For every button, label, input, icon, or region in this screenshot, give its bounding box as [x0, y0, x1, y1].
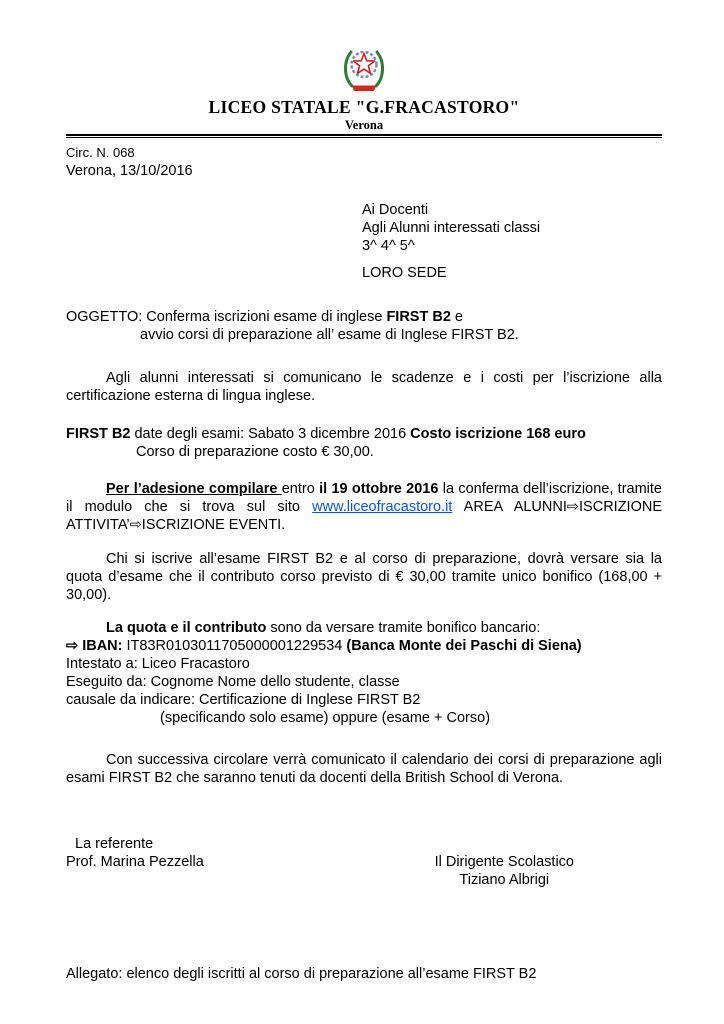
adesione-text-1: entro	[281, 481, 320, 497]
exam-cost: Costo iscrizione 168 euro	[410, 426, 586, 442]
letterhead	[66, 44, 662, 138]
header-divider	[66, 134, 662, 138]
subject-line-2: avvio corsi di preparazione all’ esame di Inglese FIRST B2.	[140, 327, 519, 343]
exam-name: FIRST B2	[66, 426, 131, 442]
quota-paragraph	[66, 619, 662, 637]
circular-number: Circ. N. 068	[66, 145, 135, 160]
subject-prefix: OGGETTO: Conferma iscrizioni esame di inglese	[66, 309, 387, 325]
exam-dates-text: date degli esami: Sabato 3 dicembre 2016	[130, 426, 411, 442]
causale-line: causale da indicare: Certificazione di Inglese FIRST B2	[66, 692, 421, 708]
website-link[interactable]: www.liceofracastoro.it	[312, 499, 453, 515]
iban-label: IBAN:	[82, 638, 123, 654]
payment-paragraph: Chi si iscrive all’esame FIRST B2 e al corso di preparazione, dovrà versare sia la quota d’esame che il contributo corso previsto di € 30,00 tramite unico bonifico (168,00 + 30,00).	[66, 551, 662, 603]
italy-emblem-icon	[342, 44, 386, 92]
signature-block	[66, 835, 662, 889]
adesione-bold-underline: Per l’adesione compilare	[106, 481, 282, 497]
closing-paragraph: Con successiva circolare verrà comunicato il calendario dei corsi di preparazione agli esami FIRST B2 che saranno tenuti da docenti della British School di Verona.	[66, 752, 662, 786]
school-name: LICEO STATALE "G.FRACASTORO"	[208, 97, 520, 117]
adesione-paragraph	[66, 480, 662, 534]
adesione-text-3: AREA ALUNNI⇨ISCRIZIONE ATTIVITA’⇨ISCRIZIONE EVENTI.	[66, 499, 663, 533]
arrow-icon: ⇨	[66, 638, 83, 654]
causale-line-2: (specificando solo esame) oppure (esame + Corso)	[160, 710, 491, 726]
place-date: Verona, 13/10/2016	[66, 163, 193, 179]
recipients-block	[362, 201, 662, 282]
subject-exam-name: FIRST B2	[386, 309, 451, 325]
subject-paragraph	[66, 308, 662, 344]
document-meta	[66, 145, 662, 180]
recipient-line-3: 3^ 4^ 5^	[362, 238, 415, 254]
recipient-location: LORO SEDE	[362, 265, 447, 281]
school-city: Verona	[344, 118, 384, 132]
iban-bank: (Banca Monte dei Paschi di Siena)	[346, 638, 582, 654]
intro-paragraph: Agli alunni interessati si comunicano le scadenze e i costi per l’iscrizione alla certificazione esterna di lingua inglese.	[66, 370, 662, 404]
dirigente-signature	[435, 835, 574, 889]
adesione-text-2: la conferma dell’iscrizione, tramite il modulo che si trova sul sito	[66, 481, 662, 515]
referente-name: Prof. Marina Pezzella	[66, 854, 204, 870]
exam-info-paragraph	[66, 425, 662, 461]
dirigente-label: Il Dirigente Scolastico	[434, 854, 574, 870]
quota-bold: La quota e il contributo	[106, 620, 267, 636]
quota-rest: sono da versare tramite bonifico bancario:	[266, 620, 541, 636]
recipient-line-1: Ai Docenti	[362, 202, 429, 218]
attachment-note: Allegato: elenco degli iscritti al corso di preparazione all’esame FIRST B2	[66, 966, 537, 982]
iban-value: IT83R0103011705000001229534	[122, 638, 347, 654]
adesione-deadline: il 19 ottobre 2016	[319, 481, 439, 497]
dirigente-name: Tiziano Albrigi	[459, 872, 550, 888]
referente-label: La referente	[75, 836, 154, 852]
recipient-line-2: Agli Alunni interessati classi	[362, 220, 541, 236]
iban-line	[66, 637, 662, 655]
course-cost-line: Corso di preparazione costo € 30,00.	[136, 444, 374, 460]
eseguito-line: Eseguito da: Cognome Nome dello studente, classe	[66, 674, 400, 690]
referente-signature	[66, 835, 204, 889]
subject-suffix: e	[450, 309, 463, 325]
italy-emblem-logo	[66, 44, 662, 92]
intestato-line: Intestato a: Liceo Fracastoro	[66, 656, 250, 672]
